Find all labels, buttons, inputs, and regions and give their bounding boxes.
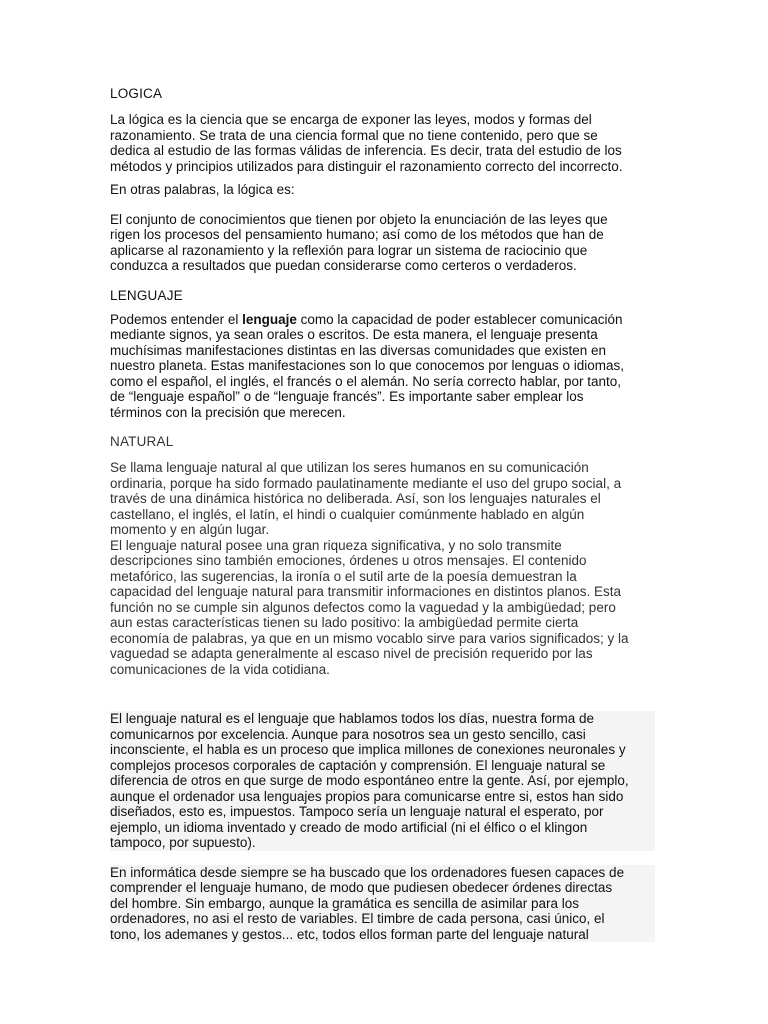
- lenguaje-paragraph-1-body: como la capacidad de poder establecer comunicación mediante signos, ya sean orales o escritos. De esta manera, el lenguaje presenta muchísimas manifestaciones distintas en las diversas comunidades que existen en nuestro planeta. Estas manifestaciones son lo que conocemos por lenguas o idiomas, como el español, el inglés, el francés o el alemán. No sería correcto hablar, por tanto, de “lenguaje español” o de “lenguaje francés”. Es importante saber emplear los términos con la precisión que merecen.: [110, 311, 625, 420]
- logica-heading: LOGICA: [110, 86, 163, 101]
- lenguaje-paragraph-1-intro: Podemos entender el: [110, 311, 243, 327]
- document-page: [110, 80, 655, 942]
- natural-heading: NATURAL: [110, 434, 174, 449]
- natural-paragraph-1: Se llama lenguaje natural al que utilizan los seres humanos en su comunicación ordinaria, porque ha sido formado paulatinamente mediante el uso del grupo social, a través de una dinámica histórica no deliberada. Así, son los lenguajes naturales el castellano, el inglés, el latín, el hindi o cualquier comúnmente hablado en algún momento y en algún lugar. El lenguaje natural posee una gran riqueza significativa, y no solo transmite descripciones sino también emociones, órdenes u otros mensajes. El contenido metafórico, las sugerencias, la ironía o el sutil arte de la poesía demuestran la capacidad del lenguaje natural para transmitir informaciones en distintos planos. Esta función no se cumple sin algunos defectos como la vaguedad y la ambigüedad; pero aun estas características tienen su lado positivo: la ambigüedad permite cierta economía de palabras, ya que en un mismo vocablo sirve para varios significados; y la vaguedad se adapta generalmente al escaso nivel de precisión requerido por las comunicaciones de la vida cotidiana.: [110, 460, 629, 677]
- lenguaje-paragraph-1: [110, 312, 655, 421]
- logica-paragraph-2: En otras palabras, la lógica es:: [110, 182, 295, 197]
- lenguaje-heading: LENGUAJE: [110, 287, 183, 303]
- natural-paragraph-2: El lenguaje natural es el lenguaje que hablamos todos los días, nuestra forma de comunicarnos por excelencia. Aunque para nosotros sea un gesto sencillo, casi inconsciente, el habla es un proceso que implica millones de conexiones neuronales y complejos procesos corporales de captación y comprensión. El lenguaje natural se diferencia de otros en que surge de modo espontáneo entre la gente. Así, por ejemplo, aunque el ordenador usa lenguajes propios para comunicarse entre si, estos han sido diseñados, esto es, impuestos. Tampoco sería un lenguaje natural el esperato, por ejemplo, un idioma inventado y creado de modo artificial (ni el élfico o el klingon tampoco, por supuesto).: [110, 711, 655, 851]
- lenguaje-bold-term: lenguaje: [242, 311, 297, 327]
- natural-paragraph-3: En informática desde siempre se ha buscado que los ordenadores fuesen capaces de comprender el lenguaje humano, de modo que pudiesen obedecer órdenes directas del hombre. Sin embargo, aunque la gramática es sencilla de asimilar para los ordenadores, no asi el resto de variables. El timbre de cada persona, casi único, el tono, los ademanes y gestos... etc, todos ellos forman parte del lenguaje natural: [110, 865, 655, 943]
- logica-paragraph-1: La lógica es la ciencia que se encarga de exponer las leyes, modos y formas del razonamiento. Se trata de una ciencia formal que no tiene contenido, pero que se dedica al estudio de las formas válidas de inferencia. Es decir, trata del estudio de los métodos y principios utilizados para distinguir el razonamiento correcto del incorrecto.: [110, 112, 623, 174]
- logica-paragraph-3: El conjunto de conocimientos que tienen por objeto la enunciación de las leyes que rigen los procesos del pensamiento humano; así como de los métodos que han de aplicarse al razonamiento y la reflexión para lograr un sistema de raciocinio que conduzca a resultados que puedan considerarse como certeros o verdaderos.: [110, 211, 608, 273]
